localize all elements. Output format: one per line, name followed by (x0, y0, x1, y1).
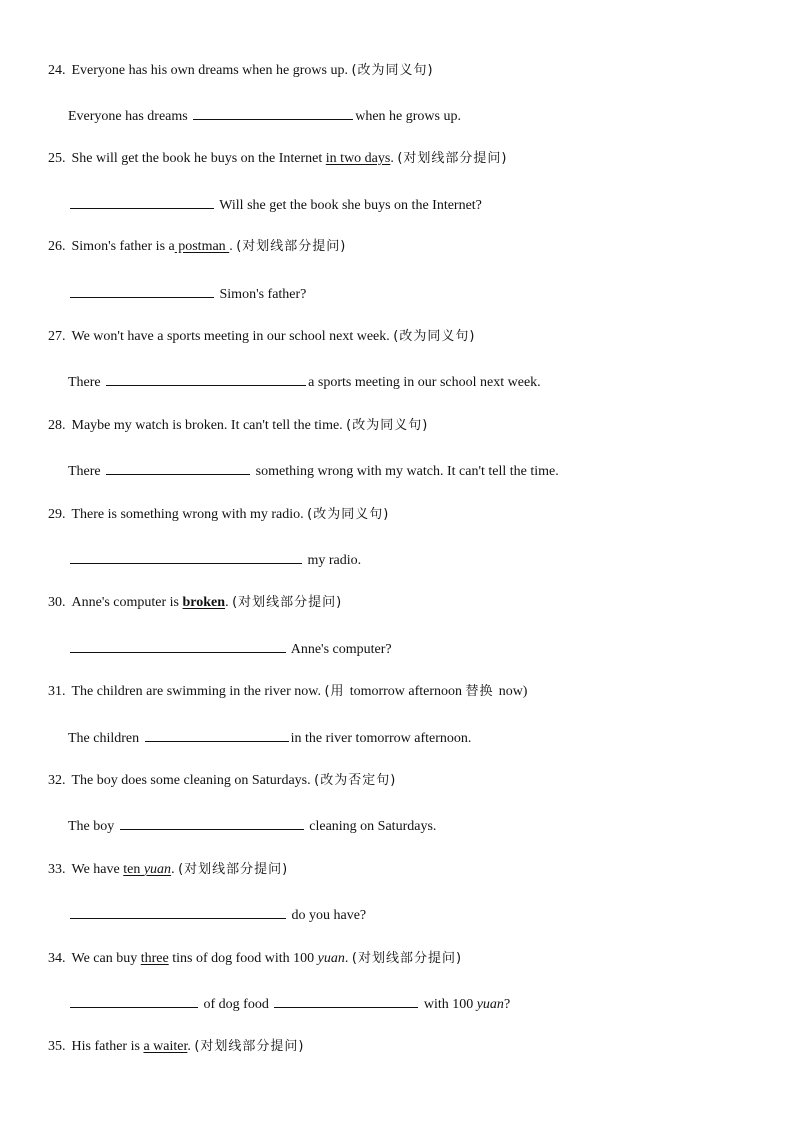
text-segment: She will get the book he buys on the Internet (71, 151, 326, 166)
answer-blank[interactable] (145, 728, 289, 742)
text-segment: . (171, 862, 179, 877)
text-segment: . (187, 1039, 195, 1054)
text-segment: Anne's computer is (71, 595, 183, 610)
question-number: 25. (48, 151, 66, 166)
text-segment: Simon's father is a (71, 239, 175, 254)
question-prompt (48, 950, 462, 968)
text-segment: a sports meeting in our school next week. (308, 375, 541, 390)
text-segment: Anne's computer? (288, 642, 392, 657)
question-number: 33. (48, 862, 66, 877)
text-segment: The boy (68, 819, 118, 834)
answer-blank[interactable] (274, 994, 418, 1008)
question-number: 32. (48, 773, 66, 788)
text-segment: . (229, 239, 237, 254)
underlined-text: in two days (325, 151, 391, 166)
text-segment: The boy does some cleaning on Saturdays. (71, 773, 315, 788)
question-prompt (48, 772, 396, 790)
text-segment: with 100 (420, 997, 477, 1012)
answer-line (68, 639, 392, 659)
question-number: 27. (48, 329, 66, 344)
underlined-text: ten (123, 862, 144, 877)
question-number: 34. (48, 951, 66, 966)
question-prompt (48, 594, 342, 612)
question-number: 28. (48, 418, 66, 433)
question-number: 31. (48, 684, 66, 699)
text-segment: Everyone has dreams (68, 109, 192, 124)
text-segment: my radio. (304, 553, 362, 568)
answer-blank[interactable] (106, 372, 306, 386)
text-segment: Maybe my watch is broken. It can't tell the time. (71, 418, 347, 433)
instruction-text: (改为同义句) (346, 418, 429, 433)
text-segment: yuan (317, 951, 345, 966)
answer-line (68, 106, 461, 126)
answer-line (68, 994, 510, 1014)
text-segment: Simon's father? (216, 287, 307, 302)
answer-line (68, 728, 471, 748)
question-number: 24. (48, 63, 66, 78)
instruction-text: (对划线部分提问) (236, 239, 347, 254)
text-segment: ? (503, 997, 511, 1012)
text-segment: . (225, 595, 233, 610)
text-segment: We have (71, 862, 124, 877)
instruction-text: (改为否定句) (314, 773, 397, 788)
text-segment: cleaning on Saturdays. (305, 819, 437, 834)
text-segment: yuan (476, 997, 504, 1012)
text-segment: something wrong with my watch. It can't tell the time. (252, 464, 559, 479)
question-number: 29. (48, 507, 66, 522)
question-prompt (48, 328, 475, 346)
underlined-text: a waiter (143, 1039, 188, 1054)
answer-blank[interactable] (70, 905, 286, 919)
text-segment: . (390, 151, 398, 166)
answer-line (68, 372, 541, 392)
text-segment: The children (68, 731, 143, 746)
instruction-text: (对划线部分提问) (194, 1039, 305, 1054)
answer-line (68, 195, 482, 215)
instruction-text: (用 (324, 684, 350, 699)
answer-line (68, 550, 361, 570)
instruction-text: 替换 (465, 684, 499, 699)
text-segment: in the river tomorrow afternoon. (290, 731, 472, 746)
underlined-text: broken (182, 595, 226, 610)
question-prompt (48, 417, 428, 435)
instruction-text: (对划线部分提问) (232, 595, 343, 610)
question-prompt (48, 150, 508, 168)
text-segment: of dog food (200, 997, 273, 1012)
text-segment: There (68, 375, 105, 390)
answer-line (68, 461, 559, 481)
question-prompt (48, 1038, 305, 1056)
answer-blank[interactable] (193, 106, 353, 120)
text-segment: We won't have a sports meeting in our school next week. (71, 329, 394, 344)
question-prompt (48, 238, 346, 256)
answer-line (68, 905, 366, 925)
underlined-text: postman (174, 239, 230, 254)
text-segment: when he grows up. (355, 109, 461, 124)
answer-blank[interactable] (70, 994, 198, 1008)
answer-blank[interactable] (70, 284, 214, 298)
underlined-text: three (140, 951, 169, 966)
text-segment: tomorrow afternoon (349, 684, 466, 699)
instruction-text: (对划线部分提问) (351, 951, 463, 966)
text-segment: We can buy (71, 951, 141, 966)
text-segment: Will she get the book she buys on the Internet? (216, 198, 482, 213)
answer-blank[interactable] (120, 816, 304, 830)
instruction-text: (改为同义句) (307, 507, 390, 522)
instruction-text: (对划线部分提问) (397, 151, 508, 166)
answer-blank[interactable] (70, 195, 214, 209)
underlined-text: yuan (143, 862, 172, 877)
answer-blank[interactable] (70, 639, 286, 653)
question-prompt (48, 861, 288, 879)
answer-line (68, 816, 436, 836)
text-segment: The children are swimming in the river now. (71, 684, 325, 699)
text-segment: do you have? (288, 908, 367, 923)
answer-blank[interactable] (70, 550, 302, 564)
instruction-text: (对划线部分提问) (178, 862, 289, 877)
instruction-text: (改为同义句) (351, 63, 434, 78)
text-segment: tins of dog food with 100 (168, 951, 318, 966)
text-segment: Everyone has his own dreams when he grows up. (71, 63, 352, 78)
text-segment: There (68, 464, 105, 479)
text-segment: . (344, 951, 352, 966)
text-segment: now) (498, 684, 528, 699)
question-number: 35. (48, 1039, 66, 1054)
text-segment: His father is (71, 1039, 144, 1054)
question-number: 26. (48, 239, 66, 254)
answer-blank[interactable] (106, 461, 250, 475)
question-prompt (48, 506, 389, 524)
question-prompt (48, 683, 527, 701)
question-prompt (48, 62, 434, 80)
question-number: 30. (48, 595, 66, 610)
answer-line (68, 284, 306, 304)
text-segment: There is something wrong with my radio. (71, 507, 308, 522)
instruction-text: (改为同义句) (393, 329, 476, 344)
